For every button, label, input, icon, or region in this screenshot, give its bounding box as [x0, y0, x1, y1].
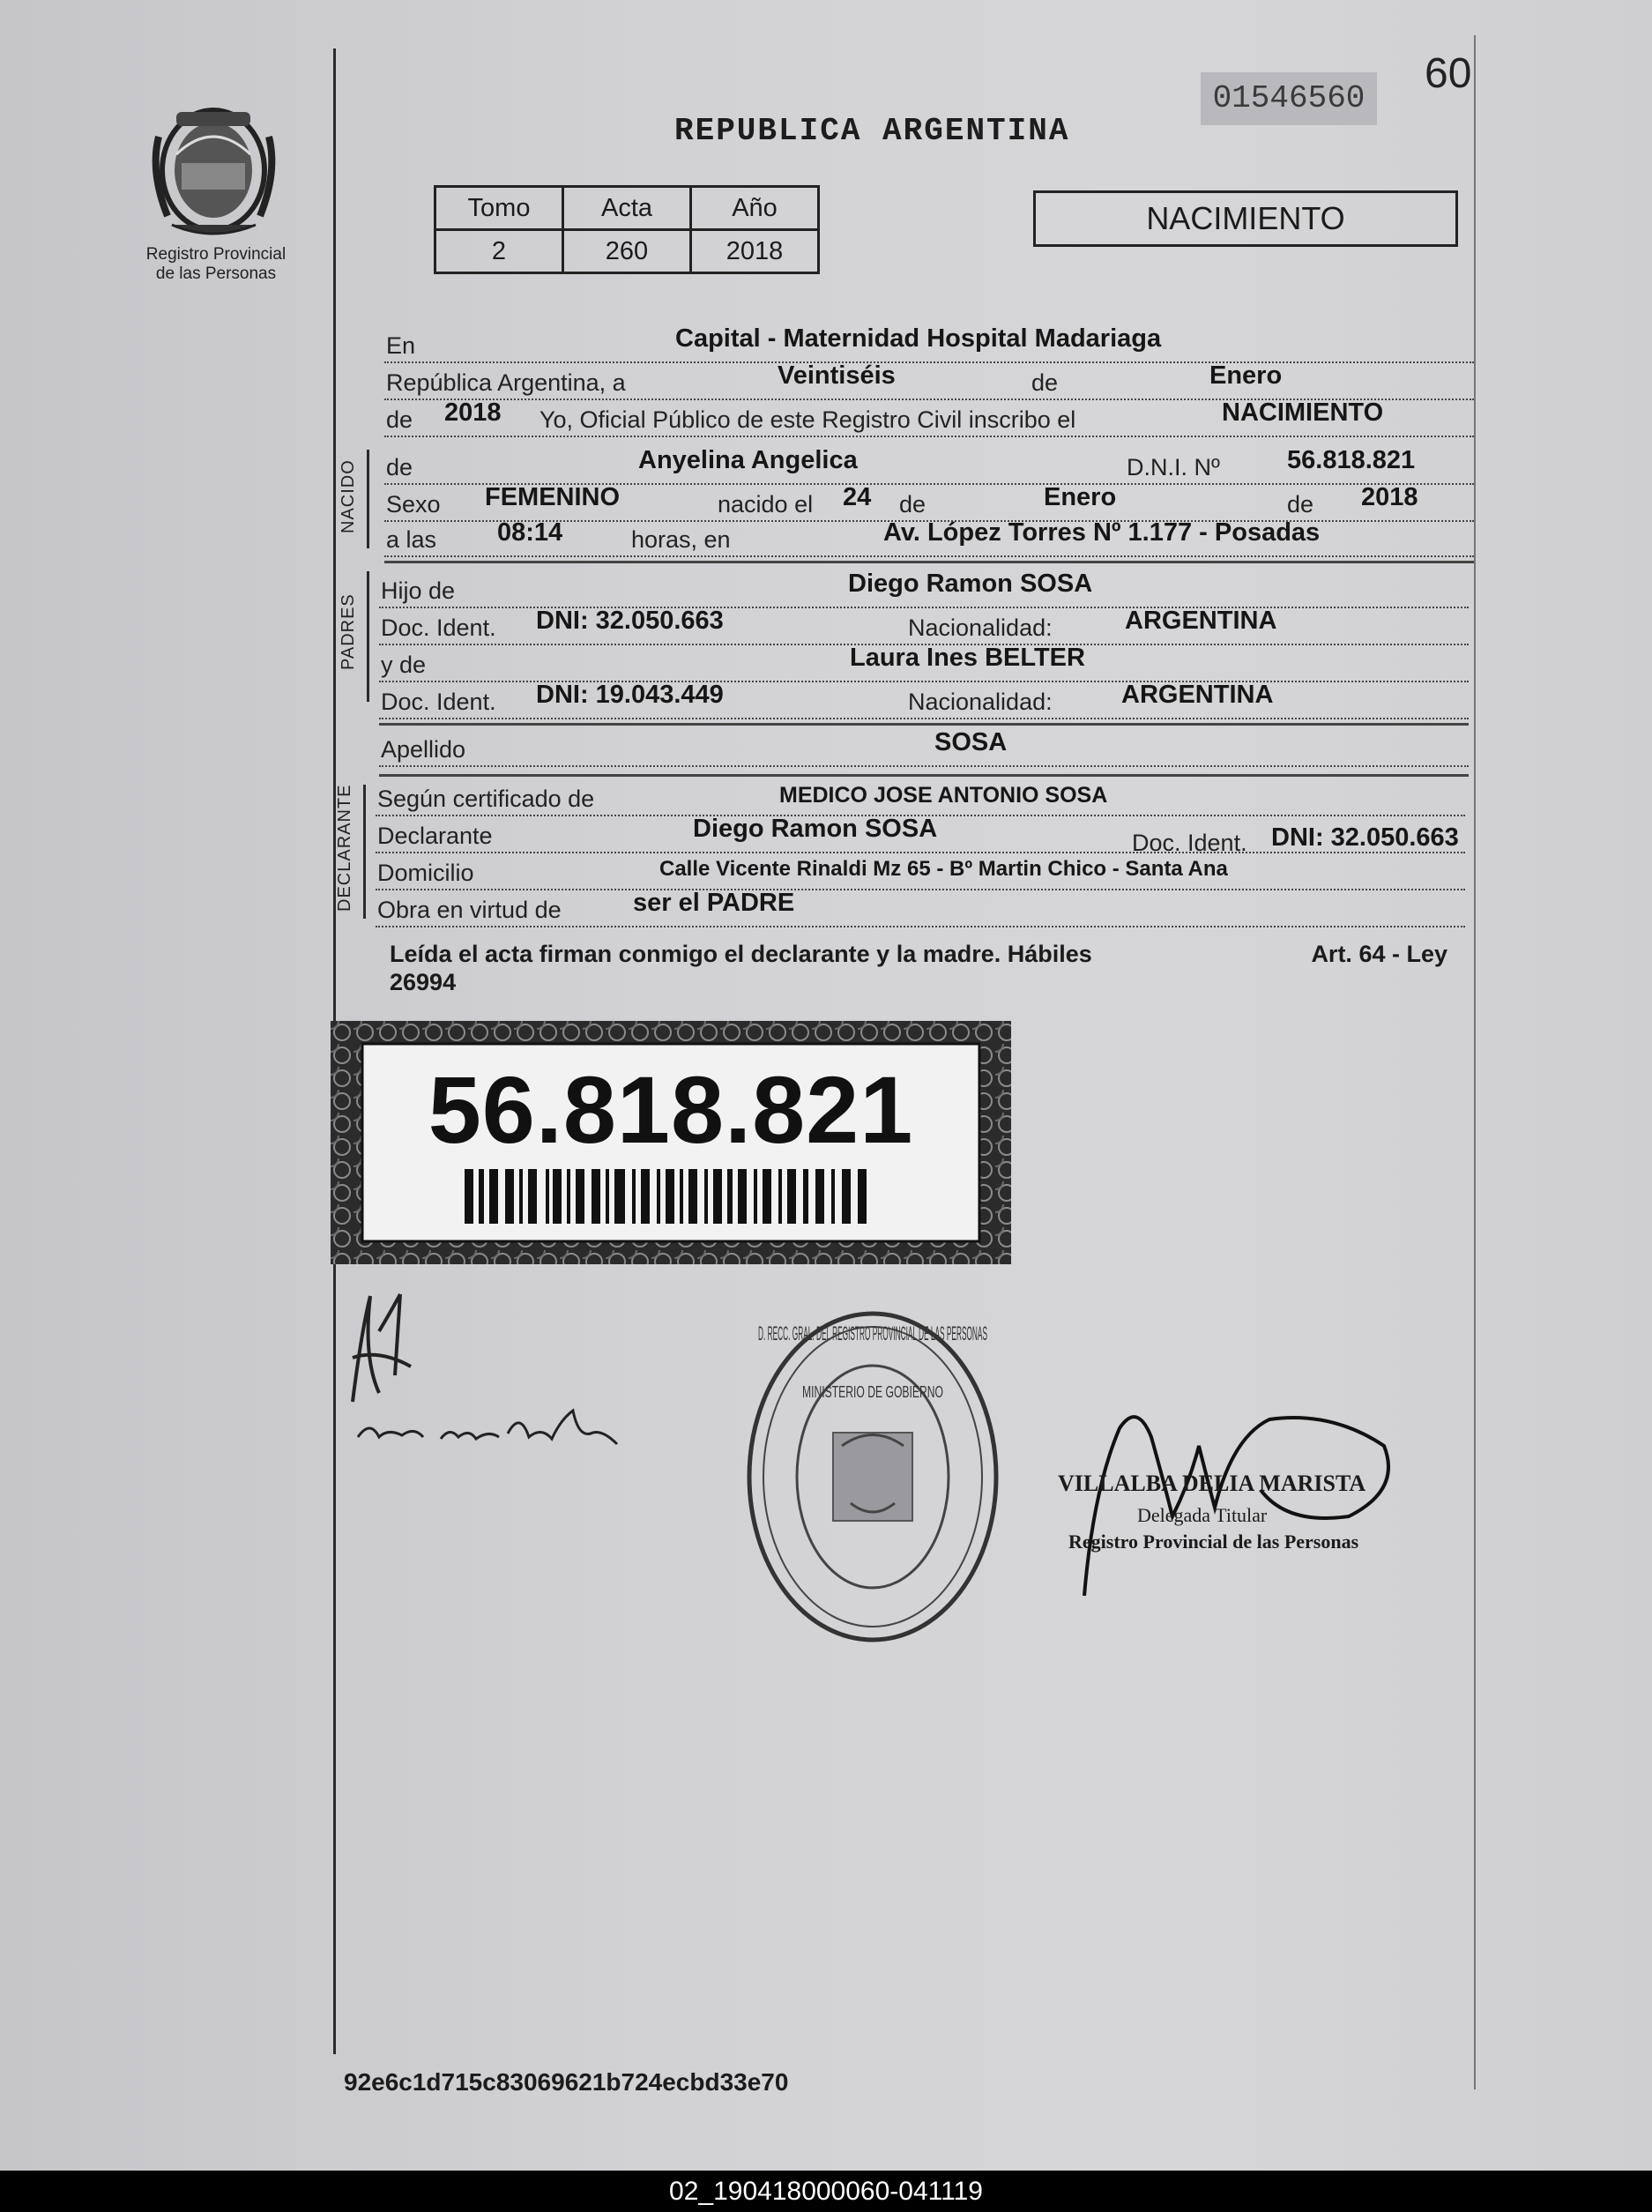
document-hash: 92e6c1d715c83069621b724ecbd33e70 [344, 2068, 789, 2096]
label-declarante: Declarante [377, 823, 493, 849]
value-anio-nac: 2018 [1361, 483, 1418, 511]
label-domicilio: Domicilio [377, 860, 474, 886]
declarante-bracket [363, 785, 366, 919]
label-sexo: Sexo [386, 491, 441, 518]
label-de-mes: de [899, 491, 926, 518]
register-value-anio: 2018 [691, 230, 819, 273]
register-header-row [435, 187, 819, 230]
register-value-row [435, 230, 819, 273]
dni-sticker [331, 1021, 1011, 1264]
closing-text: Leída el acta firman conmigo el declarante y la madre. Hábiles [390, 941, 1092, 967]
section-divider [384, 561, 1474, 563]
value-dia-nac: 24 [843, 483, 872, 511]
madre-signature [326, 1278, 661, 1463]
label-dni: D.N.I. Nº [1127, 454, 1220, 480]
value-anio-texto: 2018 [444, 398, 502, 427]
section-label-nacido: NACIDO [339, 459, 358, 533]
label-de-nombre: de [386, 454, 413, 480]
scan-filename-footer: 02_190418000060-041119 [0, 2171, 1652, 2212]
section-label-padres: PADRES [339, 593, 358, 670]
value-lugar: Capital - Maternidad Hospital Madariaga [675, 324, 1162, 353]
value-padre-doc: DNI: 32.050.663 [536, 607, 724, 635]
label-doc-ident-padre: Doc. Ident. [381, 614, 496, 641]
value-mes-texto: Enero [1209, 361, 1283, 390]
official-name: VILLALBA DELIA MARISTA [1058, 1471, 1366, 1496]
label-segun: Según certificado de [377, 786, 595, 812]
value-madre-nac: ARGENTINA [1121, 681, 1274, 709]
stamp-inner-text: MINISTERIO DE GOBIERNO [802, 1383, 943, 1401]
value-direccion-nac: Av. López Torres Nº 1.177 - Posadas [883, 518, 1321, 547]
label-de: de [1031, 369, 1059, 396]
value-declarante: Diego Ramon SOSA [693, 815, 938, 843]
label-republica: República Argentina, a [386, 369, 626, 396]
value-apellido: SOSA [934, 728, 1008, 756]
closing-law-number: 26994 [390, 969, 457, 995]
label-en: En [386, 332, 416, 359]
line-lugar [384, 326, 1474, 363]
label-nacionalidad-madre: Nacionalidad: [908, 689, 1053, 715]
label-doc-ident-declarante: Doc. Ident. [1132, 830, 1247, 856]
value-tipo: NACIMIENTO [1222, 398, 1384, 427]
register-value-acta: 260 [563, 230, 691, 273]
section-label-declarante: DECLARANTE [335, 784, 354, 912]
closing-law-ref: Art. 64 - Ley [1311, 941, 1447, 967]
label-apellido: Apellido [381, 736, 466, 763]
registry-caption-line: Registro Provincial [145, 245, 286, 264]
line-obra [376, 890, 1465, 927]
label-y-de: y de [381, 652, 427, 678]
official-org: Registro Provincial de las Personas [1068, 1531, 1359, 1553]
line-declarante [376, 815, 1465, 856]
label-nacionalidad-padre: Nacionalidad: [908, 614, 1053, 641]
sticker-dni-number: 56.818.821 [428, 1056, 914, 1163]
page-number: 60 [1425, 50, 1472, 97]
right-margin-rule [1474, 35, 1476, 2089]
value-padre: Diego Ramon SOSA [848, 570, 1093, 598]
line-inscripcion [384, 400, 1474, 437]
label-hijo-de: Hijo de [381, 577, 456, 604]
label-a-las: a las [386, 526, 437, 553]
registry-caption-line: de las Personas [155, 264, 277, 283]
nacido-bracket [367, 450, 369, 548]
padres-bracket [367, 571, 369, 702]
value-declarante-doc: DNI: 32.050.663 [1271, 823, 1459, 852]
value-hora: 08:14 [497, 518, 563, 547]
document-title: REPUBLICA ARGENTINA [674, 113, 1070, 149]
label-doc-ident-madre: Doc. Ident. [381, 689, 496, 715]
register-value-tomo: 2 [435, 230, 563, 273]
value-domicilio: Calle Vicente Rinaldi Mz 65 - Bº Martin Chico - Santa Ana [659, 857, 1228, 881]
value-sexo: FEMENINO [485, 483, 621, 511]
misiones-seal-logo [150, 101, 278, 242]
stamp-outer-text: D. RECC. GRAL. DEL REGISTRO PROVINCIAL DE LAS PERSONAS [758, 1322, 987, 1344]
serial-number: 01546560 [1201, 72, 1377, 125]
line-apellido [379, 730, 1469, 767]
record-type-box: NACIMIENTO [1033, 190, 1458, 247]
value-padre-nac: ARGENTINA [1125, 607, 1277, 635]
sticker-barcode [465, 1169, 870, 1224]
register-header-tomo: Tomo [435, 187, 563, 230]
value-obra: ser el PADRE [633, 889, 795, 917]
register-header-acta: Acta [563, 187, 691, 230]
register-table [434, 185, 820, 274]
label-yo: Yo, Oficial Público de este Registro Civil inscribo el [540, 406, 1076, 433]
value-mes-nac: Enero [1044, 483, 1117, 511]
value-dia-texto: Veintiséis [778, 361, 896, 390]
registry-caption [123, 245, 309, 284]
label-nacido-el: nacido el [718, 491, 814, 518]
closing-statement [390, 940, 1447, 996]
label-obra: Obra en virtud de [377, 897, 562, 923]
line-hora [384, 520, 1474, 557]
line-madre-doc [379, 682, 1469, 719]
register-header-anio: Año [691, 187, 819, 230]
official-stamp [736, 1300, 1009, 1653]
label-de-anio-nac: de [1287, 491, 1314, 518]
section-divider [379, 723, 1469, 726]
value-madre-doc: DNI: 19.043.449 [536, 681, 724, 709]
value-nombre: Anyelina Angelica [638, 446, 858, 474]
section-divider [379, 774, 1469, 777]
value-certificado: MEDICO JOSE ANTONIO SOSA [779, 783, 1108, 808]
line-domicilio [376, 853, 1465, 890]
value-madre: Laura Ines BELTER [850, 644, 1085, 672]
label-de-anio: de [386, 406, 413, 433]
label-horas-en: horas, en [631, 526, 731, 553]
official-role: Delegada Titular [1137, 1504, 1268, 1526]
value-dni: 56.818.821 [1287, 446, 1416, 474]
